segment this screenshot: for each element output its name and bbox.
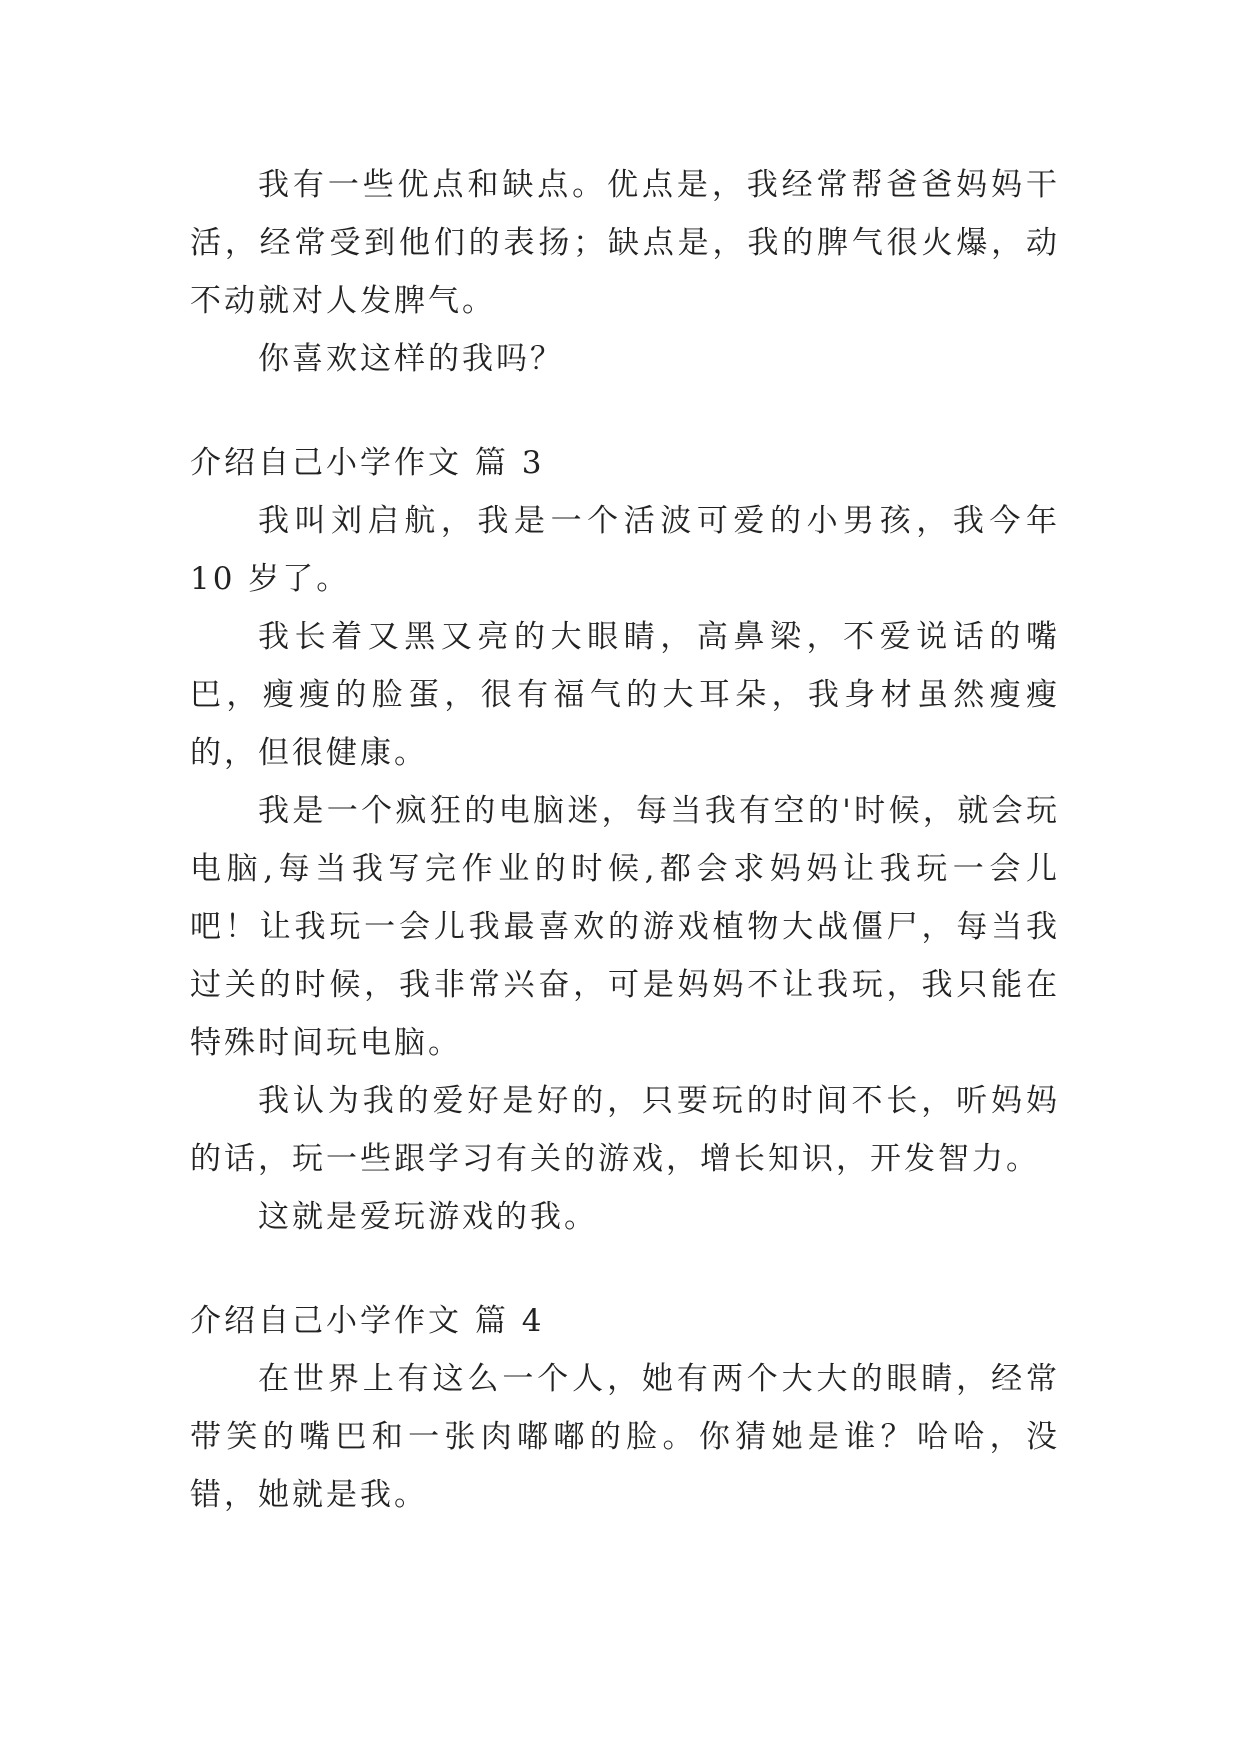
paragraph: 我认为我的爱好是好的，只要玩的时间不长，听妈妈的话，玩一些跟学习有关的游戏，增长知识，开发智力。 xyxy=(190,1083,1060,1177)
paragraph: 这就是爱玩游戏的我。 xyxy=(258,1199,598,1235)
paragraph: 我有一些优点和缺点。优点是，我经常帮爸爸妈妈干活，经常受到他们的表扬；缺点是，我的脾气很火爆，动不动就对人发脾气。 xyxy=(190,167,1060,319)
section-heading: 介绍自己小学作文 篇 4 xyxy=(190,1303,545,1339)
paragraph: 在世界上有这么一个人，她有两个大大的眼睛，经常带笑的嘴巴和一张肉嘟嘟的脸。你猜她是谁？哈哈，没错，她就是我。 xyxy=(190,1361,1060,1513)
document-body xyxy=(190,156,1060,1524)
section-heading: 介绍自己小学作文 篇 3 xyxy=(190,445,545,481)
paragraph: 我是一个疯狂的电脑迷，每当我有空的'时候，就会玩电脑,每当我写完作业的时候,都会求妈妈让我玩一会儿吧！让我玩一会儿我最喜欢的游戏植物大战僵尸，每当我过关的时候，我非常兴奋，可是妈妈不让我玩，我只能在特殊时间玩电脑。 xyxy=(190,793,1060,1061)
paragraph: 你喜欢这样的我吗？ xyxy=(258,341,564,377)
paragraph: 我长着又黑又亮的大眼睛，高鼻梁，不爱说话的嘴巴，瘦瘦的脸蛋，很有福气的大耳朵，我身材虽然瘦瘦的，但很健康。 xyxy=(190,619,1060,771)
paragraph: 我叫刘启航，我是一个活波可爱的小男孩，我今年 10 岁了。 xyxy=(190,503,1060,597)
